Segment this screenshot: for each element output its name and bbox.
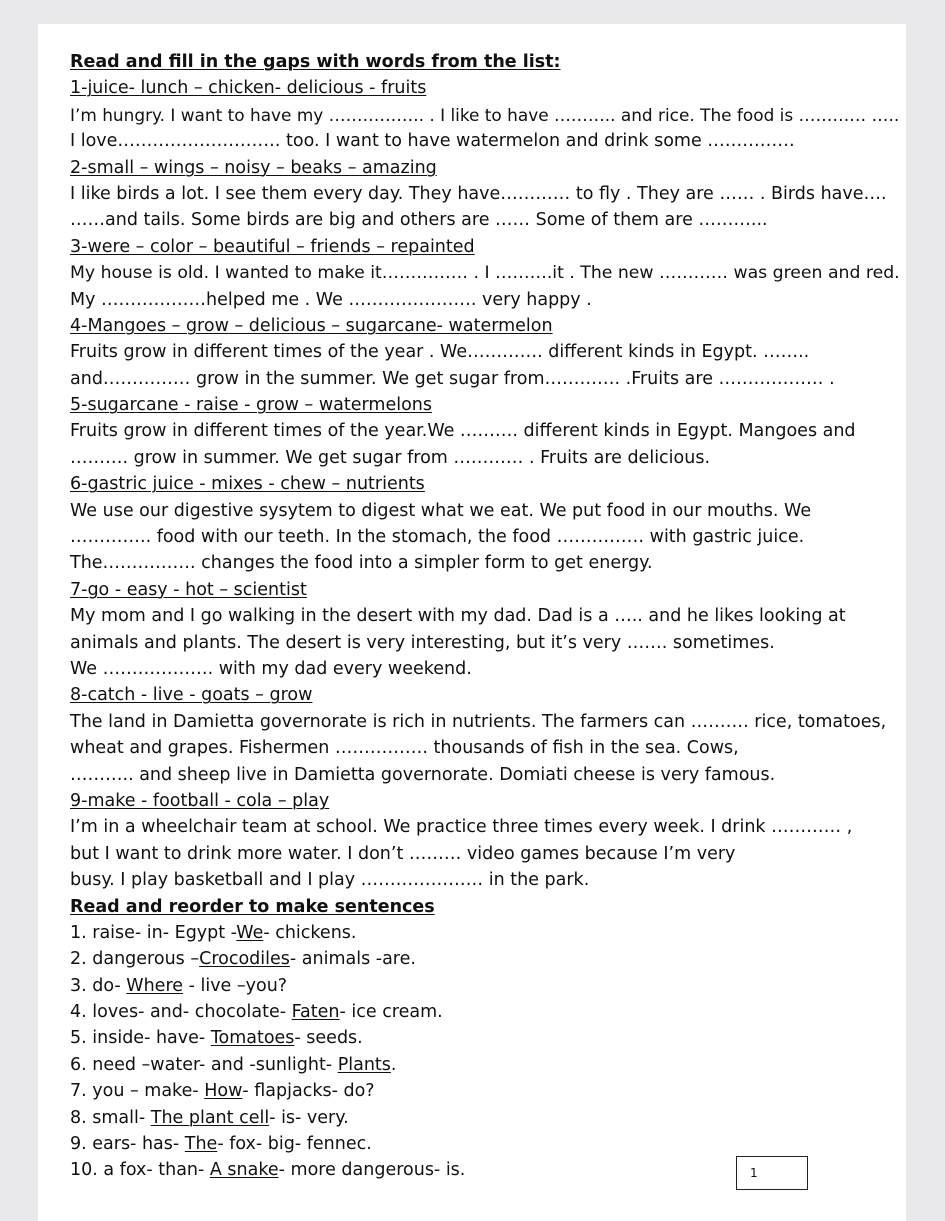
- exercise-text-line: and…………… grow in the summer. We get sugar from…………. .Fruits are ……………… .: [70, 368, 835, 389]
- exercise-text-line: We use our digestive sysytem to digest what we eat. We put food in our mouths. We: [70, 500, 812, 521]
- exercise-text-line: I like birds a lot. I see them every day. They have………… to fly . They are …… . Birds have….: [70, 183, 887, 204]
- worksheet-content: [70, 49, 900, 1184]
- exercises-list: [70, 75, 900, 893]
- word-list: 8-catch - live - goats – grow: [70, 685, 313, 706]
- word-list: 1-juice- lunch – chicken- delicious - fruits: [70, 78, 427, 99]
- exercise-text-line: animals and plants. The desert is very interesting, but it’s very ……. sometimes.: [70, 632, 775, 653]
- reorder-words-before: 2. dangerous –: [70, 949, 200, 970]
- exercise-text-line: We ………………. with my dad every weekend.: [70, 658, 472, 679]
- exercise-text-line: I love………………………. too. I want to have watermelon and drink some ……………: [70, 131, 795, 152]
- reorder-words-after: - fox- big- fennec.: [217, 1134, 372, 1155]
- reorder-item: [70, 999, 900, 1025]
- page-number: 1: [750, 1166, 758, 1180]
- word-list: 2-small – wings – noisy – beaks – amazing: [70, 157, 437, 178]
- reorder-words-before: 10. a fox- than-: [70, 1160, 210, 1181]
- reorder-title: Read and reorder to make sentences: [70, 896, 435, 917]
- reorder-start-word: Faten: [291, 1002, 340, 1023]
- reorder-words-before: 7. you – make-: [70, 1081, 205, 1102]
- reorder-words-after: - is- very.: [269, 1107, 349, 1128]
- exercise-text-line: wheat and grapes. Fishermen ……………. thousands of fish in the sea. Cows,: [70, 738, 739, 759]
- exercise-text-line: My mom and I go walking in the desert with my dad. Dad is a ….. and he likes looking at: [70, 606, 846, 627]
- reorder-start-word: Crocodiles: [199, 949, 290, 970]
- reorder-start-word: The plant cell: [150, 1107, 270, 1128]
- reorder-start-word: How: [204, 1081, 243, 1102]
- exercise-text-line: Fruits grow in different times of the year.We ………. different kinds in Egypt. Mangoes and: [70, 421, 856, 442]
- page-number-box: [736, 1156, 808, 1190]
- reorder-words-before: 1. raise- in- Egypt -: [70, 922, 237, 943]
- reorder-words-after: - live –you?: [183, 975, 288, 996]
- exercise-text-line: My house is old. I wanted to make it…………… . I ……….it . The new ………… was green and red.: [70, 263, 900, 284]
- word-list: 3-were – color – beautiful – friends – repainted: [70, 236, 475, 257]
- exercise-text-line: ………. grow in summer. We get sugar from ………… . Fruits are delicious.: [70, 447, 711, 468]
- reorder-start-word: The: [184, 1134, 218, 1155]
- exercise-text-line: The……………. changes the food into a simpler form to get energy.: [70, 553, 653, 574]
- reorder-words-before: 3. do-: [70, 975, 127, 996]
- exercise-text-line: The land in Damietta governorate is rich in nutrients. The farmers can ………. rice, tomatoes,: [70, 711, 887, 732]
- reorder-words-before: 4. loves- and- chocolate-: [70, 1002, 292, 1023]
- reorder-words-before: 6. need –water- and -sunlight-: [70, 1054, 338, 1075]
- reorder-words-after: - chickens.: [263, 922, 357, 943]
- reorder-words-before: 5. inside- have-: [70, 1028, 211, 1049]
- reorder-words-after: - animals -are.: [289, 949, 416, 970]
- reorder-item: [70, 1078, 900, 1104]
- reorder-item: [70, 1131, 900, 1157]
- exercise-text-line: Fruits grow in different times of the year . We…………. different kinds in Egypt. ……..: [70, 342, 810, 363]
- exercise-text-line: busy. I play basketball and I play ………………… in the park.: [70, 870, 590, 891]
- reorder-words-after: - more dangerous- is.: [278, 1160, 466, 1181]
- exercise-text-line: ………….. food with our teeth. In the stomach, the food …………… with gastric juice.: [70, 527, 805, 548]
- exercise-text-line: but I want to drink more water. I don’t ……… video games because I’m very: [70, 843, 736, 864]
- word-list: 9-make - football - cola – play: [70, 790, 330, 811]
- reorder-start-word: A snake: [209, 1160, 279, 1181]
- reorder-words-after: - ice cream.: [339, 1002, 443, 1023]
- word-list: 6-gastric juice - mixes - chew – nutrients: [70, 474, 425, 495]
- exercise-text-line: I’m hungry. I want to have my …………….. . I like to have ……….. and rice. The food is ………… …..: [70, 104, 900, 125]
- word-list: 5-sugarcane - raise - grow – watermelons: [70, 395, 433, 416]
- reorder-item: [70, 973, 900, 999]
- reorder-words-after: - seeds.: [294, 1028, 363, 1049]
- reorder-words-before: 8. small-: [70, 1107, 151, 1128]
- exercise-text-line: My ………………helped me . We …………………. very happy .: [70, 289, 592, 310]
- reorder-item: [70, 1105, 900, 1131]
- worksheet-page: [38, 24, 906, 1221]
- reorder-words-after: - flapjacks- do?: [242, 1081, 375, 1102]
- reorder-item: [70, 920, 900, 946]
- fill-gaps-title: Read and fill in the gaps with words from the list:: [70, 52, 561, 72]
- reorder-start-word: Tomatoes: [210, 1028, 295, 1049]
- exercise-text-line: I’m in a wheelchair team at school. We practice three times every week. I drink ………… ,: [70, 817, 853, 838]
- reorder-start-word: Where: [126, 975, 184, 996]
- reorder-item: [70, 1052, 900, 1078]
- reorder-list: [70, 920, 900, 1184]
- reorder-words-after: .: [390, 1054, 397, 1075]
- exercise-text-line: ……and tails. Some birds are big and others are …… Some of them are ………...: [70, 210, 768, 231]
- reorder-start-word: We: [236, 922, 264, 943]
- word-list: 4-Mangoes – grow – delicious – sugarcane- watermelon: [70, 315, 553, 336]
- reorder-item: [70, 946, 900, 972]
- exercise-text-line: ……….. and sheep live in Damietta governorate. Domiati cheese is very famous.: [70, 764, 776, 785]
- reorder-start-word: Plants: [337, 1054, 391, 1075]
- reorder-item: [70, 1025, 900, 1051]
- reorder-words-before: 9. ears- has-: [70, 1134, 185, 1155]
- word-list: 7-go - easy - hot – scientist: [70, 579, 307, 600]
